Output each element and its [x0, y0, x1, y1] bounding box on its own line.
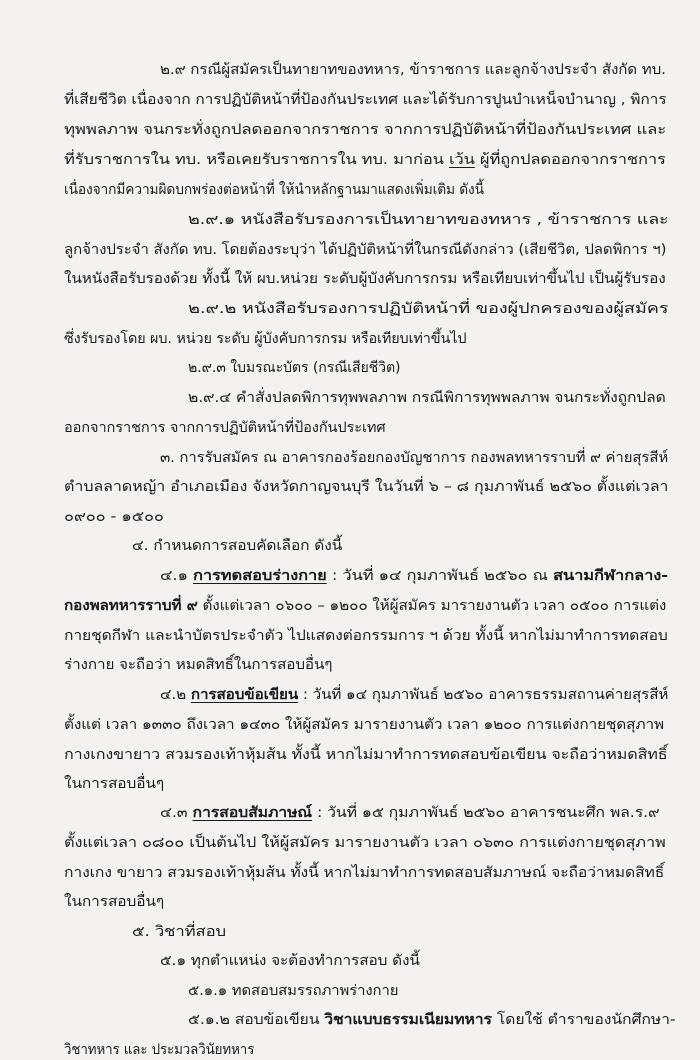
text-line-8	[64, 269, 666, 289]
text-segment: : วันที่ ๑๕ กุมภาพันธ์ ๒๕๖๐ อาคารชนะศึก พล.ร.๙	[312, 805, 660, 821]
text-line-9	[188, 299, 668, 319]
text-line-14	[160, 448, 668, 468]
text-line-2	[64, 90, 666, 110]
text-line-6	[188, 210, 669, 230]
text-line-31	[160, 951, 420, 971]
text-line-20	[64, 626, 668, 646]
text-line-13	[64, 418, 386, 438]
text-segment: ๒.๙.๓ ใบมรณะบัตร (กรณีเสียชีวิต)	[188, 360, 401, 376]
text-line-33	[188, 1010, 675, 1030]
text-segment: ๔.๑	[160, 568, 194, 584]
text-segment: เนื่องจากมีความผิดบกพร่องต่อหน้าที่ ให้นำหลักฐานมาแสดงเพิ่มเติม ดังนี้	[64, 182, 484, 198]
text-segment: การสอบข้อเขียน	[190, 687, 299, 703]
text-segment: : วันที่ ๑๔ กุมภาพันธ์ ๒๕๖๐ ณ	[326, 568, 553, 584]
text-segment: ออกจากราชการ จากการปฏิบัติหน้าที่ป้องกันประเทศ	[64, 420, 386, 436]
text-line-26	[160, 803, 660, 823]
text-line-29	[64, 892, 164, 912]
text-segment: ในหนังสือรับรองด้วย ทั้งนี้ ให้ ผบ.หน่วย ระดับผู้บังคับการกรม หรือเทียบเท่าขึ้นไป เป็นผู้รับรอง	[64, 271, 666, 287]
text-line-28	[64, 863, 664, 883]
text-segment: ๐๙๐๐ - ๑๕๐๐	[64, 509, 164, 525]
text-line-7	[64, 240, 666, 260]
text-segment: ที่รับราชการใน ทบ. หรือเคยรับราชการใน ทบ. มาก่อน	[64, 152, 449, 168]
text-segment: ลูกจ้างประจำ สังกัด ทบ. โดยต้องระบุว่า ได้ปฏิบัติหน้าที่ในกรณีดังกล่าว (เสียชีวิต, ปลดพิการ ฯ)	[64, 242, 667, 258]
text-segment: : วันที่ ๑๔ กุมภาพันธ์ ๒๕๖๐ อาคารธรรมสถานค่ายสุรสีห์	[298, 687, 669, 703]
text-segment: ที่เสียชีวิต เนื่องจาก การปฏิบัติหน้าที่ป้องกันประเทศ และได้รับการปูนบำเหน็จบำนาญ , พิการ	[64, 92, 667, 108]
text-segment: ตำบลลาดหญ้า อำเภอเมือง จังหวัดกาญจนบุรี ในวันที่ ๖ – ๘ กุมภาพันธ์ ๒๕๖๐ ตั้งแต่เวลา	[64, 479, 669, 495]
text-segment: ตั้งแต่ เวลา ๑๓๓๐ ถึงเวลา ๑๔๓๐ ให้ผู้สมัคร มารายงานตัว เวลา ๑๒๐๐ การแต่งกายชุดสุภาพ	[64, 717, 665, 733]
text-line-32	[188, 981, 398, 1001]
text-line-30	[132, 922, 226, 942]
text-line-24	[64, 745, 668, 765]
text-segment: ตั้งแต่เวลา ๐๖๐๐ – ๑๒๐๐ ให้ผู้สมัคร มารายงานตัว เวลา ๐๕๐๐ การแต่ง	[197, 598, 667, 614]
text-segment: ๔.๓	[160, 805, 193, 821]
text-line-21	[64, 655, 332, 675]
text-line-4	[64, 150, 666, 170]
text-segment: ในการสอบอื่นๆ	[64, 894, 165, 910]
text-segment: ร่างกาย จะถือว่า หมดสิทธิ์ในการสอบอื่นๆ	[64, 657, 333, 673]
text-segment: ตั้งแต่เวลา ๐๘๐๐ เป็นต้นไป ให้ผู้สมัคร มารายงานตัว เวลา ๐๖๓๐ การแต่งกายชุดสุภาพ	[64, 835, 666, 851]
text-segment: ๕. วิชาที่สอบ	[132, 924, 227, 940]
text-line-5	[64, 180, 484, 200]
text-line-18	[160, 566, 668, 586]
text-segment: ซึ่งรับรองโดย ผบ. หน่วย ระดับ ผู้บังคับการกรม หรือเทียบเท่าขึ้นไป	[64, 331, 467, 347]
text-segment: เว้น	[448, 152, 475, 168]
text-segment: ๔. กำหนดการสอบคัดเลือก ดังนี้	[132, 538, 343, 554]
text-line-10	[64, 329, 466, 349]
text-segment: ผู้ที่ถูกปลดออกจากราชการ	[474, 152, 666, 168]
text-segment: ๒.๙ กรณีผู้สมัครเป็นทายาทของทหาร, ข้าราชการ และลูกจ้างประจำ สังกัด ทบ.	[160, 62, 666, 78]
text-line-34	[64, 1040, 254, 1060]
text-segment: กองพลทหารราบที่ ๙	[64, 598, 198, 614]
text-line-19	[64, 596, 666, 616]
text-segment: ๔.๒	[160, 687, 191, 703]
text-segment: ๕.๑.๒ สอบข้อเขียน	[188, 1012, 325, 1028]
text-line-11	[188, 358, 400, 378]
text-segment: ๒.๙.๒ หนังสือรับรองการปฏิบัติหน้าที่ ของผู้ปกครองของผู้สมัคร	[188, 301, 669, 317]
text-segment: วิชาแบบธรรมเนียมทหาร	[324, 1012, 492, 1028]
text-line-3	[64, 120, 666, 140]
text-line-25	[64, 774, 164, 794]
text-segment: สนามกีฬากลาง-	[552, 568, 668, 584]
text-segment: การทดสอบร่างกาย	[193, 568, 327, 584]
text-segment: โดยใช้ ตำราของนักศึกษา-	[491, 1012, 676, 1028]
text-line-23	[64, 715, 664, 735]
text-segment: ๒.๙.๔ คำสั่งปลดพิการทุพพลภาพ กรณีพิการทุพพลภาพ จนกระทั่งถูกปลด	[188, 390, 666, 406]
text-segment: ทุพพลภาพ จนกระทั่งถูกปลดออกจากราชการ จากการปฏิบัติหน้าที่ป้องกันประเทศ และ	[64, 122, 667, 138]
text-segment: ในการสอบอื่นๆ	[64, 776, 165, 792]
text-line-17	[132, 536, 342, 556]
text-line-15	[64, 477, 668, 497]
text-segment: การสอบสัมภาษณ์	[192, 805, 313, 821]
text-segment: กางเกง ขายาว สวมรองเท้าหุ้มส้น ทั้งนี้ หากไม่มาทำการทดสอบสัมภาษณ์ จะถือว่าหมดสิทธิ์	[64, 865, 665, 881]
text-segment: วิชาทหาร และ ประมวลวินัยทหาร	[64, 1042, 255, 1058]
text-line-16	[64, 507, 164, 527]
text-segment: ๒.๙.๑ หนังสือรับรองการเป็นทายาทของทหาร , ข้าราชการ และ	[188, 212, 669, 228]
text-segment: ๓. การรับสมัคร ณ อาคารกองร้อยกองบัญชาการ กองพลทหารราบที่ ๙ ค่ายสุรสีห์	[160, 450, 669, 466]
text-line-22	[160, 685, 668, 705]
text-segment: กางเกงขายาว สวมรองเท้าหุ้มส้น ทั้งนี้ หากไม่มาทำการทดสอบข้อเขียน จะถือว่าหมดสิทธิ์	[64, 747, 668, 763]
text-line-1	[160, 60, 666, 80]
text-line-12	[188, 388, 666, 408]
text-segment: ๕.๑ ทุกตำแหน่ง จะต้องทำการสอบ ดังนี้	[160, 953, 420, 969]
text-line-27	[64, 833, 666, 853]
text-segment: กายชุดกีฬา และนำบัตรประจำตัว ไปแสดงต่อกรรมการ ฯ ด้วย ทั้งนี้ หากไม่มาทำการทดสอบ	[64, 628, 668, 644]
text-segment: ๕.๑.๑ ทดสอบสมรรถภาพร่างกาย	[188, 983, 399, 999]
